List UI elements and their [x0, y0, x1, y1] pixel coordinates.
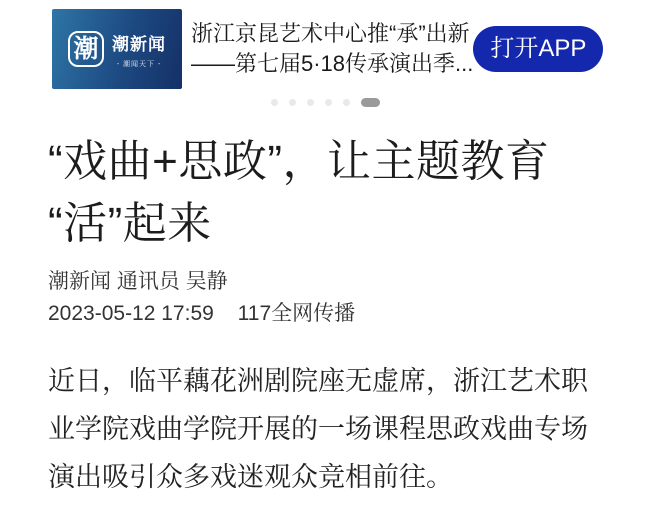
chao-logo-slogan: - 潮闻天下 -: [116, 60, 162, 68]
chao-logo-name: 潮新闻: [112, 34, 166, 54]
carousel-dot-active[interactable]: [361, 98, 380, 107]
publish-time: 2023-05-12 17:59: [48, 302, 214, 325]
carousel-dot[interactable]: [325, 99, 332, 106]
carousel-dot[interactable]: [343, 99, 350, 106]
carousel-dot[interactable]: [289, 99, 296, 106]
app-open-banner: [0, 0, 650, 89]
carousel-dot[interactable]: [271, 99, 278, 106]
article-title-line2: “活”起来: [48, 199, 212, 248]
banner-headline[interactable]: [191, 19, 473, 79]
article-content: [0, 131, 650, 501]
banner-headline-line2: ——第七届5·18传承演出季...: [191, 51, 474, 76]
banner-headline-line1: 浙江京昆艺术中心推“承”出新: [191, 21, 470, 46]
spread-metric: 117全网传播: [237, 302, 356, 325]
carousel-dot[interactable]: [307, 99, 314, 106]
article-byline: 潮新闻 通讯员 吴静: [48, 270, 228, 293]
article-title-line1: “戏曲+思政”，让主题教育: [48, 137, 550, 186]
carousel-dots: [0, 97, 650, 107]
chao-logo-text: [112, 30, 166, 69]
chao-news-logo[interactable]: [52, 9, 182, 89]
open-app-button[interactable]: 打开APP: [473, 26, 603, 72]
chao-logo-icon: [68, 31, 104, 67]
article-title: [48, 131, 602, 255]
article-paragraph: 近日，临平藕花洲剧院座无虚席，浙江艺术职业学院戏曲学院开展的一场课程思政戏曲专场演出吸引众多戏迷观众竞相前往。: [48, 366, 588, 492]
article-dateline: [48, 301, 602, 327]
chao-logo-char: 潮: [73, 35, 99, 63]
